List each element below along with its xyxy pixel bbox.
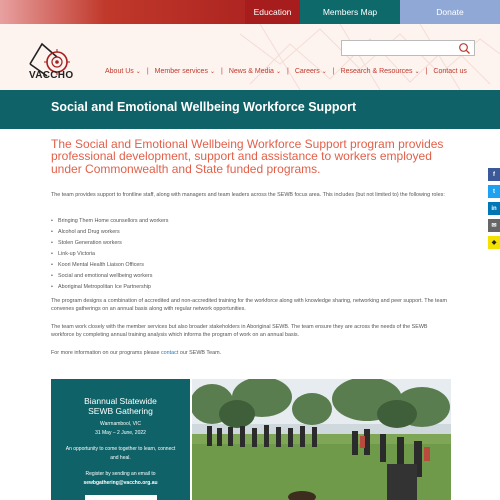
chevron-down-icon: ⌄ xyxy=(321,69,327,75)
twitter-icon[interactable]: t xyxy=(488,185,500,198)
event-invite: An opportunity to come together to learn, connect and heal. xyxy=(65,446,176,461)
donate-button[interactable]: Donate xyxy=(400,0,500,24)
event-location: Warrnambool, VIC xyxy=(100,421,141,427)
event-card xyxy=(51,379,190,500)
event-title-line1: Biannual Statewide xyxy=(84,396,157,406)
gathering-photo xyxy=(192,379,451,500)
event-title-line2: SEWB Gathering xyxy=(88,406,153,416)
header-pattern xyxy=(240,24,500,90)
list-item: • Social and emotional wellbeing workers xyxy=(51,271,168,282)
linkedin-icon[interactable]: in xyxy=(488,202,500,215)
nav-label: About Us xyxy=(105,68,134,75)
nav-divider: | xyxy=(286,68,289,75)
nav-divider: | xyxy=(332,68,335,75)
nav-divider: | xyxy=(220,68,223,75)
list-item: • Aboriginal Metropolitan Ice Partnership xyxy=(51,282,168,293)
contact-link[interactable]: contact xyxy=(160,350,179,356)
email-icon[interactable]: ✉ xyxy=(488,219,500,232)
members-map-link[interactable]: Members Map xyxy=(300,0,400,24)
top-bar xyxy=(0,0,500,24)
list-item: • Bringing Them Home counsellors and workers xyxy=(51,216,168,227)
site-header xyxy=(0,24,500,90)
nav-label: Careers xyxy=(294,68,320,75)
logo-text: VACCHO xyxy=(29,70,74,81)
search-icon[interactable] xyxy=(458,42,471,55)
nav-careers[interactable] xyxy=(295,68,327,75)
lead-paragraph: The Social and Emotional Wellbeing Workforce Support program provides professional development, support and assistance to workers employed under Commonwealth and State funded programs. xyxy=(51,137,444,176)
nav-divider: | xyxy=(146,68,149,75)
event-title xyxy=(51,396,190,416)
event-dates: 31 May – 2 June, 2022 xyxy=(95,430,146,436)
nav-contact-us[interactable] xyxy=(433,68,466,75)
contact-text-before: For more information on our programs please xyxy=(51,350,161,356)
list-item: • Alcohol and Drug workers xyxy=(51,227,168,238)
education-link[interactable]: Education xyxy=(245,0,300,24)
list-item: • Link-up Victoria xyxy=(51,249,168,260)
nav-label: Contact us xyxy=(433,68,467,75)
main-nav xyxy=(105,68,467,75)
event-email-link[interactable]: sewbgathering@vaccho.org.au xyxy=(83,480,158,486)
chevron-down-icon: ⌄ xyxy=(209,69,215,75)
nav-divider: | xyxy=(425,68,428,75)
nav-label: News & Media xyxy=(228,68,274,75)
nav-label: Research & Resources xyxy=(340,68,413,75)
list-item: • Stolen Generation workers xyxy=(51,238,168,249)
program-paragraph: The program designs a combination of accredited and non-accredited training for the workforce along with knowledge sharing, networking and peer support. The team convenes gatherings on an annual basis along with regular network opportunities. xyxy=(51,298,448,313)
event-register-text: Register by sending an email to xyxy=(85,471,156,477)
contact-paragraph xyxy=(51,349,451,357)
nav-research-resources[interactable] xyxy=(341,68,420,75)
intro-paragraph: The team provides support to frontline staff, along with managers and team leaders across the SEWB focus area. This includes (but not limited to) the following roles: xyxy=(51,192,445,198)
roles-list xyxy=(51,216,168,293)
share-bar xyxy=(488,168,500,253)
page-title: Social and Emotional Wellbeing Workforce Support xyxy=(51,100,357,114)
chevron-down-icon: ⌄ xyxy=(135,69,141,75)
event-register-button[interactable] xyxy=(85,495,157,500)
list-item: • Koori Mental Health Liaison Officers xyxy=(51,260,168,271)
nav-about-us[interactable] xyxy=(105,68,141,75)
snapchat-icon[interactable]: ◆ xyxy=(488,236,500,249)
stakeholders-paragraph: The team work closely with the member services but also broader stakeholders in Aboriginal SEWB. The team ensure they are across the needs of the SEWB workforce by completing annual training analysis which informs the program of work on an annual basis. xyxy=(51,324,428,339)
nav-news-media[interactable] xyxy=(229,68,281,75)
facebook-icon[interactable]: f xyxy=(488,168,500,181)
chevron-down-icon: ⌄ xyxy=(414,69,420,75)
contact-text-after: our SEWB Team. xyxy=(178,350,222,356)
chevron-down-icon: ⌄ xyxy=(275,69,281,75)
search-input[interactable] xyxy=(341,40,475,56)
nav-member-services[interactable] xyxy=(155,68,215,75)
nav-label: Member services xyxy=(154,68,208,75)
